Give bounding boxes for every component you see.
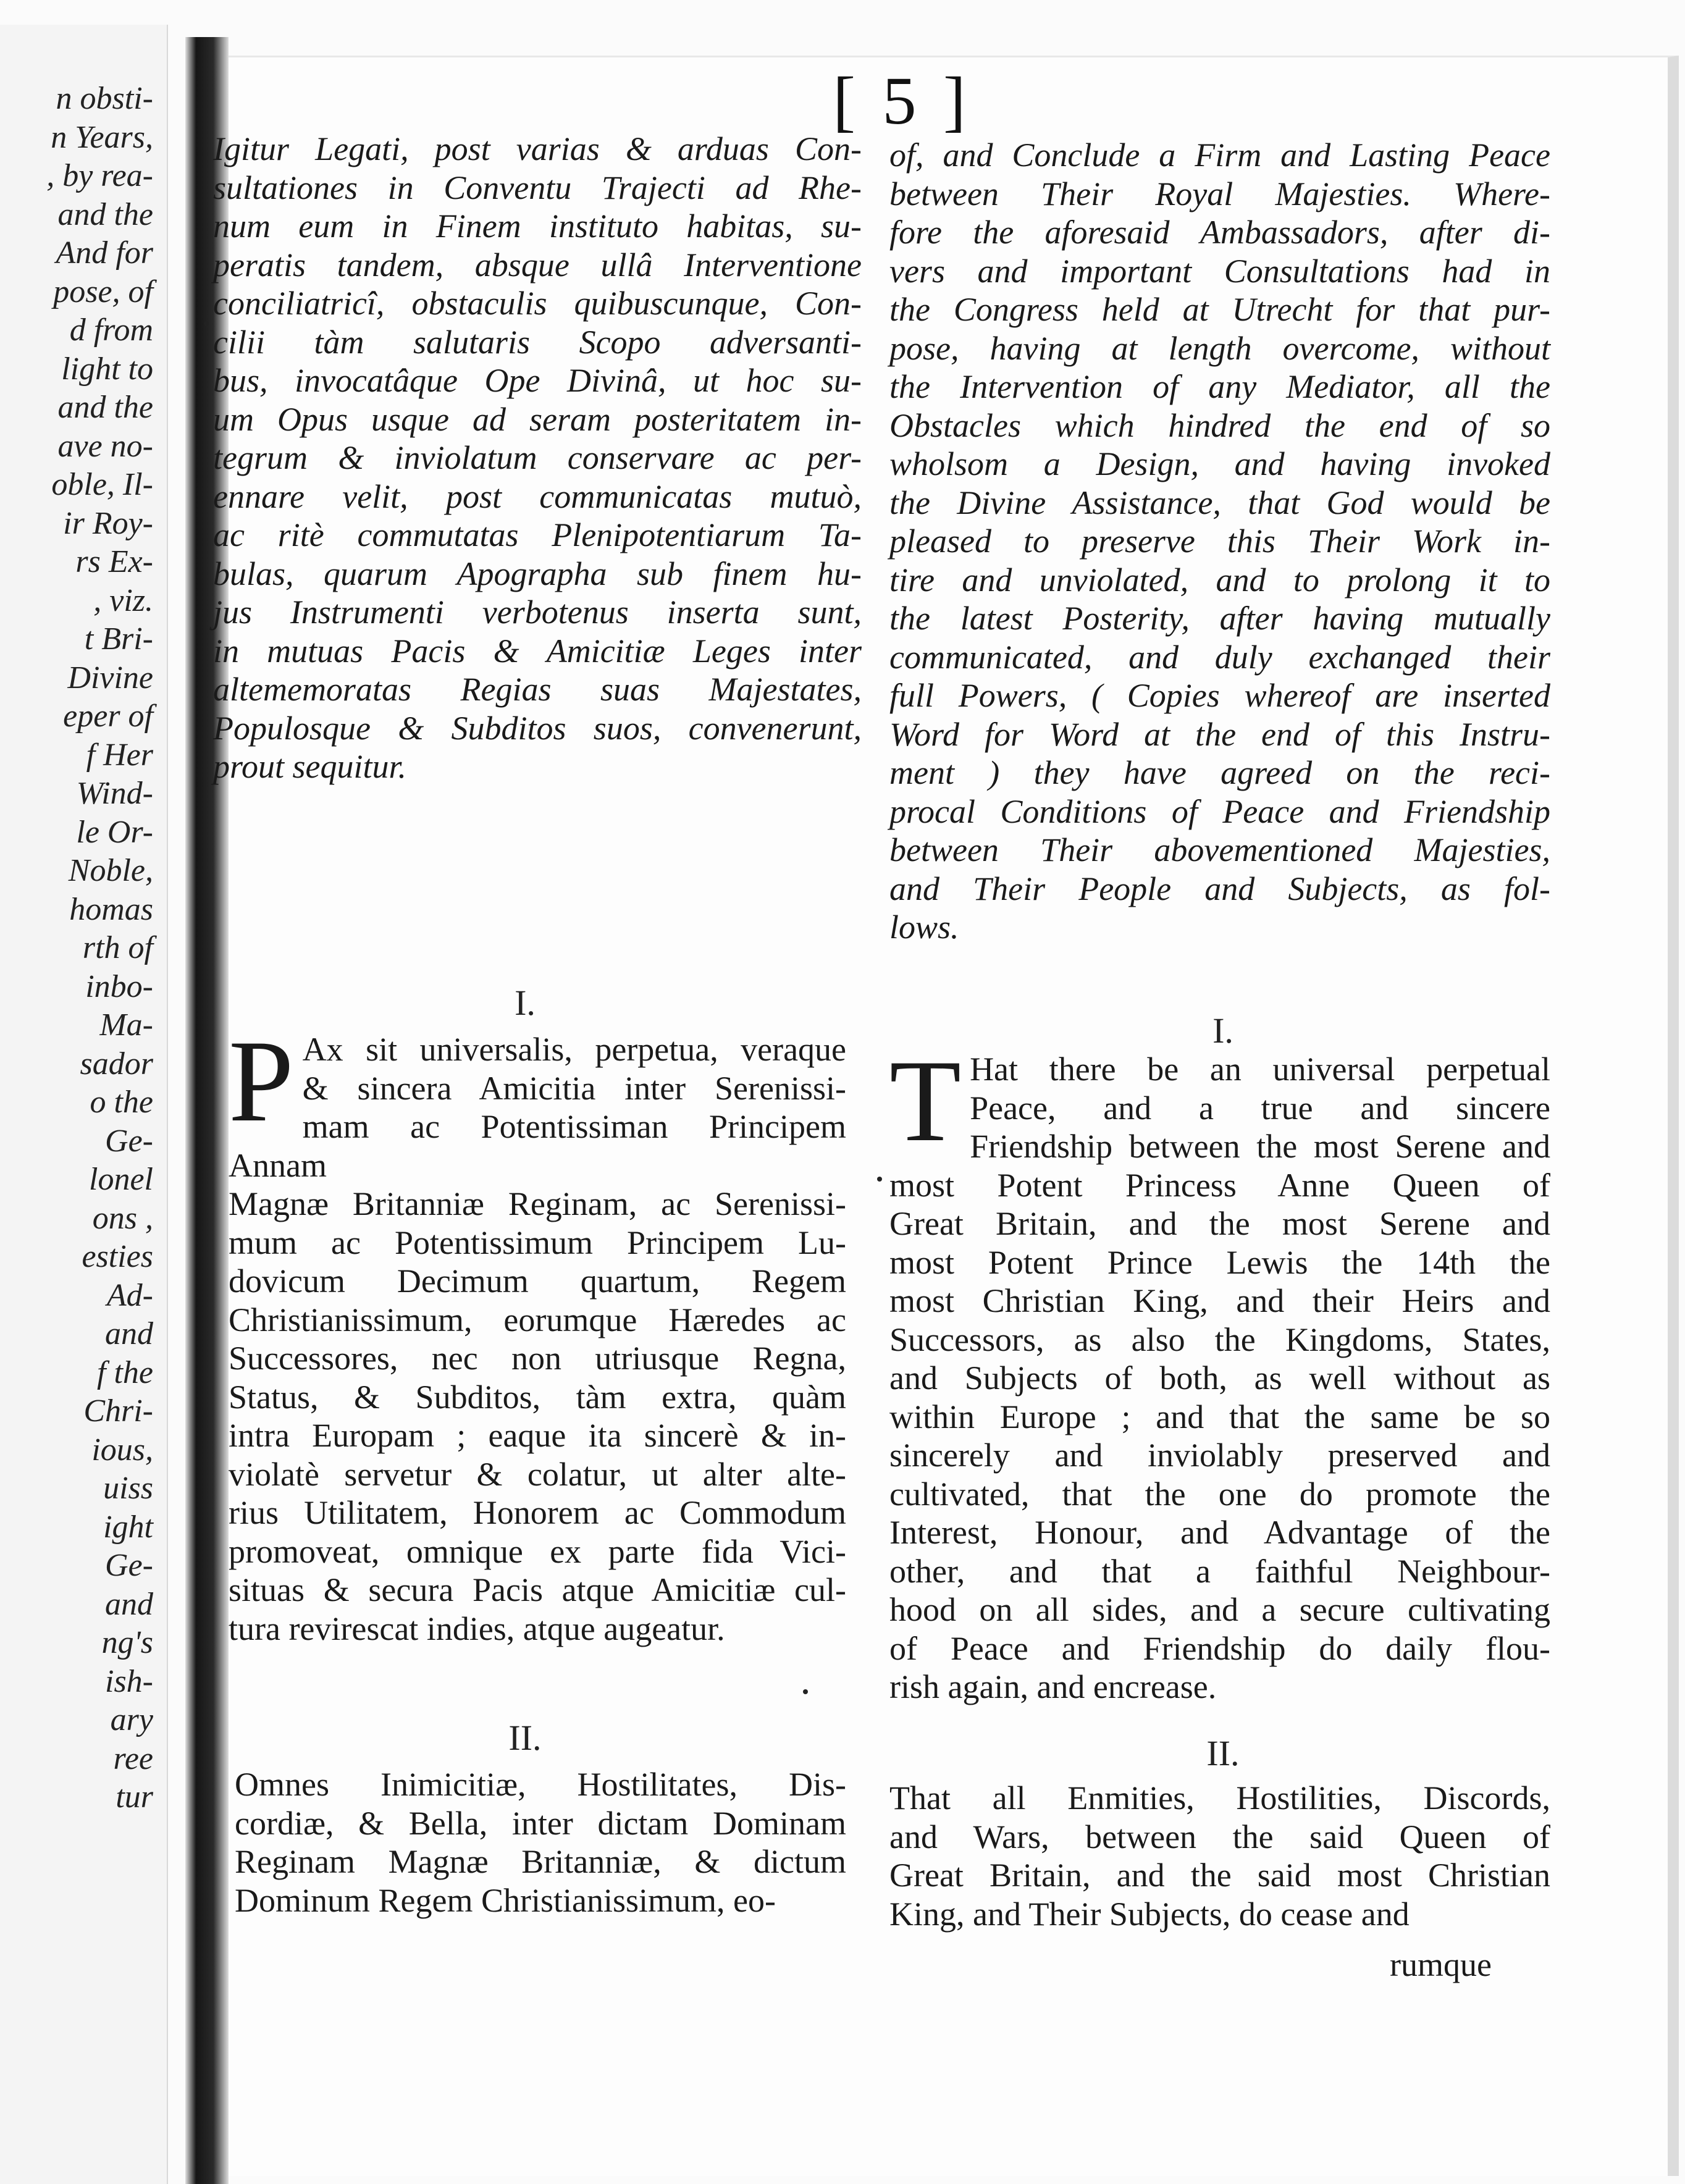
english-text-line: wholsom a Design, and having invoked bbox=[889, 445, 1550, 482]
left-page-fragment: Wind- bbox=[76, 776, 153, 811]
latin-text-line: Status, & Subditos, tàm extra, quàm bbox=[229, 1378, 846, 1416]
english-text-line: the latest Posterity, after having mutually bbox=[889, 600, 1550, 637]
english-text-line: lows. bbox=[889, 909, 959, 946]
latin-text-line: Populosque & Subditos suos, convenerunt, bbox=[213, 709, 862, 747]
left-page-fragment: tur bbox=[116, 1779, 153, 1815]
left-page-fragment: homas bbox=[69, 891, 153, 927]
latin-text-line: tura revirescat indies, atque augeatur. bbox=[229, 1610, 725, 1647]
left-page-fragment: o the bbox=[90, 1085, 153, 1120]
english-text-line: sincerely and inviolably preserved and bbox=[889, 1437, 1550, 1474]
english-text-line: Successors, as also the Kingdoms, States, bbox=[889, 1321, 1550, 1358]
latin-text-line: dovicum Decimum quartum, Regem bbox=[229, 1262, 846, 1300]
english-text-line: communicated, and duly exchanged their bbox=[889, 638, 1550, 676]
latin-text-line: jus Instrumenti verbotenus inserta sunt, bbox=[213, 594, 862, 631]
latin-text-line: promoveat, omnique ex parte fida Vici- bbox=[229, 1532, 846, 1570]
left-page-fragment: and bbox=[105, 1586, 153, 1622]
english-text-line: most Potent Prince Lewis the 14th the bbox=[889, 1243, 1550, 1281]
ink-speck bbox=[204, 321, 209, 326]
english-dropcap: T bbox=[889, 1036, 962, 1166]
latin-article-one-heading: I. bbox=[515, 983, 536, 1023]
english-text-line: Peace, and a true and sincere bbox=[970, 1089, 1550, 1127]
latin-text-line: in mutuas Pacis & Amicitiæ Leges inter bbox=[213, 632, 862, 670]
english-text-line: fore the aforesaid Ambassadors, after di- bbox=[889, 214, 1550, 251]
left-page-fragment: and the bbox=[57, 196, 153, 232]
english-text-line: tire and unviolated, and to prolong it to bbox=[889, 561, 1550, 598]
left-page-fragment: pose, of bbox=[53, 274, 153, 309]
english-text-line: Word for Word at the end of this Instru- bbox=[889, 715, 1550, 753]
left-page-fragment: ary bbox=[110, 1702, 153, 1737]
latin-text-line: Christianissimum, eorumque Hæredes ac bbox=[229, 1301, 846, 1338]
latin-text-line: tegrum & inviolatum conservare ac per- bbox=[213, 439, 862, 476]
latin-text-line: mum ac Potentissimum Principem Lu- bbox=[229, 1224, 846, 1261]
left-page-fragment: and bbox=[105, 1316, 153, 1351]
left-page-fragment: f Her bbox=[86, 737, 153, 773]
english-text-line: and Their People and Subjects, as fol- bbox=[889, 870, 1550, 907]
latin-text-line: rius Utilitatem, Honorem ac Commodum bbox=[229, 1494, 846, 1531]
left-page-fragment: sador bbox=[80, 1046, 153, 1082]
left-page-fragment: lonel bbox=[89, 1162, 153, 1197]
latin-text-line: bus, invocatâque Ope Divinâ, ut hoc su- bbox=[213, 362, 862, 399]
left-page-fragment: ng's bbox=[101, 1625, 153, 1660]
english-text-line: of, and Conclude a Firm and Lasting Peace bbox=[889, 136, 1550, 174]
page-number: [ 5 ] bbox=[833, 63, 971, 138]
left-page-fragment: t Bri- bbox=[84, 621, 153, 657]
english-text-line: Interest, Honour, and Advantage of the bbox=[889, 1514, 1550, 1551]
left-page-fragment: ree bbox=[113, 1741, 153, 1776]
left-page-fragment: Ma- bbox=[99, 1007, 153, 1043]
english-text-line: procal Conditions of Peace and Friendship bbox=[889, 792, 1550, 830]
english-text-line: Great Britain, and the most Serene and bbox=[889, 1205, 1550, 1242]
latin-text-line: conciliatricî, obstaculis quibuscunque, Con- bbox=[213, 285, 862, 322]
latin-text-line: Successores, nec non utriusque Regna, bbox=[229, 1340, 846, 1377]
latin-text-line: bulas, quarum Apographa sub finem hu- bbox=[213, 555, 862, 592]
latin-article-one bbox=[229, 1017, 846, 1648]
catchword: rumque bbox=[1390, 1946, 1492, 1983]
english-text-line: Obstacles which hindred the end of so bbox=[889, 406, 1550, 444]
left-page-fragment: Ge- bbox=[105, 1548, 153, 1583]
english-text-line: the Intervention of any Mediator, all the bbox=[889, 368, 1550, 405]
latin-text-line: Reginam Magnæ Britanniæ, & dictum bbox=[235, 1843, 846, 1880]
latin-preamble bbox=[213, 130, 862, 786]
english-text-line: pose, having at length overcome, without bbox=[889, 329, 1550, 367]
left-page-fragment: Noble, bbox=[68, 853, 153, 888]
english-article-two bbox=[889, 1779, 1550, 1933]
english-text-line: most Potent Princess Anne Queen of bbox=[889, 1166, 1550, 1204]
english-text-line: the Congress held at Utrecht for that pur- bbox=[889, 291, 1550, 328]
english-text-line: vers and important Consultations had in bbox=[889, 252, 1550, 290]
left-page-fragment: le Or- bbox=[76, 814, 153, 850]
english-text-line: Hat there be an universal perpetual bbox=[970, 1051, 1550, 1088]
english-text-line: between Their Royal Majesties. Where- bbox=[889, 175, 1550, 212]
left-page-fragment: and the bbox=[57, 390, 153, 425]
latin-text-line: ennare velit, post communicatas mutuò, bbox=[213, 477, 862, 515]
latin-text-line: Magnæ Britanniæ Reginam, ac Serenissi- bbox=[229, 1185, 846, 1222]
latin-text-line: Dominum Regem Christianissimum, eo- bbox=[235, 1881, 776, 1919]
latin-text-line: Ax sit universalis, perpetua, veraque bbox=[302, 1031, 846, 1068]
english-text-line: King, and Their Subjects, do cease and bbox=[889, 1895, 1410, 1933]
english-text-line: of Peace and Friendship do daily flou- bbox=[889, 1629, 1550, 1667]
english-text-line: the Divine Assistance, that God would be bbox=[889, 484, 1550, 521]
left-page-fragment: Ad- bbox=[106, 1277, 153, 1313]
left-page-fragment: rth of bbox=[82, 930, 153, 965]
left-page-fragment: ir Roy- bbox=[63, 505, 153, 541]
english-text-line: ment ) they have agreed on the reci- bbox=[889, 754, 1550, 791]
left-page-fragment: n obsti- bbox=[56, 81, 153, 116]
left-page-fragment: ious, bbox=[91, 1432, 153, 1468]
latin-text-line: Igitur Legati, post varias & arduas Con- bbox=[213, 130, 862, 167]
english-text-line: full Powers, ( Copies whereof are inserted bbox=[889, 677, 1550, 714]
left-page-fragment: eper of bbox=[63, 699, 153, 734]
english-text-line: and Subjects of both, as well without as bbox=[889, 1359, 1550, 1396]
left-page-fragment: , viz. bbox=[93, 582, 153, 618]
left-page-fragment: Chri- bbox=[83, 1393, 153, 1429]
latin-article-two-heading: II. bbox=[508, 1718, 542, 1758]
english-text-line: between Their abovementioned Majesties, bbox=[889, 831, 1550, 868]
english-text-line: rish again, and encrease. bbox=[889, 1668, 1217, 1705]
left-page-fragment: ish- bbox=[105, 1663, 153, 1699]
latin-text-line: sultationes in Conventu Trajecti ad Rhe- bbox=[213, 169, 862, 206]
left-page-fragment: uiss bbox=[103, 1471, 153, 1506]
latin-dropcap: P bbox=[229, 1017, 294, 1146]
english-text-line: and Wars, between the said Queen of bbox=[889, 1818, 1550, 1855]
english-text-line: cultivated, that the one do promote the bbox=[889, 1475, 1550, 1513]
english-text-line: hood on all sides, and a secure cultivating bbox=[889, 1591, 1550, 1628]
latin-text-line: mam ac Potentissiman Principem Annam bbox=[229, 1108, 846, 1184]
latin-text-line: intra Europam ; eaque ita sincerè & in- bbox=[229, 1417, 846, 1454]
left-page-fragment: oble, Il- bbox=[51, 467, 153, 502]
ink-speck bbox=[877, 1177, 882, 1182]
latin-text-line: um Opus usque ad seram posteritatem in- bbox=[213, 400, 862, 438]
english-article-one-heading: I. bbox=[1212, 1010, 1233, 1051]
left-page-fragment: d from bbox=[69, 313, 153, 348]
left-page-fragment: f the bbox=[97, 1354, 153, 1390]
latin-text-line: Omnes Inimicitiæ, Hostilitates, Dis- bbox=[235, 1766, 846, 1803]
left-page-fragment: ave no- bbox=[57, 428, 153, 464]
latin-text-line: prout sequitur. bbox=[213, 748, 407, 785]
left-page-fragment: ight bbox=[103, 1509, 153, 1545]
left-page-fragment: inbo- bbox=[85, 968, 153, 1004]
english-text-line: most Christian King, and their Heirs and bbox=[889, 1282, 1550, 1319]
english-text-line: within Europe ; and that the same be so bbox=[889, 1398, 1550, 1435]
english-text-line: Friendship between the most Serene and bbox=[970, 1128, 1550, 1165]
latin-text-line: cordiæ, & Bella, inter dictam Dominam bbox=[235, 1804, 846, 1842]
left-page-fragment: esties bbox=[82, 1239, 153, 1274]
left-page-fragment: , by rea- bbox=[46, 158, 153, 193]
english-article-one bbox=[889, 1036, 1550, 1707]
latin-text-line: cilii tàm salutaris Scopo adversanti- bbox=[213, 323, 862, 361]
latin-text-line: ac ritè commutatas Plenipotentiarum Ta- bbox=[213, 516, 862, 553]
latin-text-line: & sincera Amicitia inter Serenissi- bbox=[302, 1069, 846, 1107]
latin-text-line: violatè servetur & colatur, ut alter alte- bbox=[229, 1455, 846, 1493]
left-facing-page-fragment bbox=[0, 25, 168, 2184]
english-text-line: pleased to preserve this Their Work in- bbox=[889, 523, 1550, 560]
left-page-fragment: rs Ex- bbox=[75, 544, 153, 579]
left-page-fragment: Divine bbox=[67, 660, 153, 695]
english-text-line: Great Britain, and the said most Christian bbox=[889, 1857, 1550, 1894]
latin-text-line: num eum in Finem instituto habitas, su- bbox=[213, 208, 862, 245]
english-article-two-heading: II. bbox=[1206, 1733, 1240, 1773]
latin-text-line: situas & secura Pacis atque Amicitiæ cul- bbox=[229, 1571, 846, 1608]
english-text-line: other, and that a faithful Neighbour- bbox=[889, 1552, 1550, 1590]
ink-speck bbox=[803, 1689, 808, 1694]
left-page-fragment: Ge- bbox=[105, 1123, 153, 1159]
left-page-fragment: light to bbox=[61, 351, 153, 387]
left-page-fragment: And for bbox=[56, 235, 153, 271]
latin-article-two bbox=[235, 1765, 846, 1920]
left-page-fragment: n Years, bbox=[51, 119, 153, 155]
latin-text-line: peratis tandem, absque ullâ Interventione bbox=[213, 246, 862, 284]
english-text-line: That all Enmities, Hostilities, Discords, bbox=[889, 1779, 1550, 1816]
english-preamble bbox=[889, 136, 1550, 947]
latin-text-line: altememoratas Regias suas Majestates, bbox=[213, 671, 862, 708]
left-page-fragment: ons , bbox=[92, 1200, 153, 1236]
